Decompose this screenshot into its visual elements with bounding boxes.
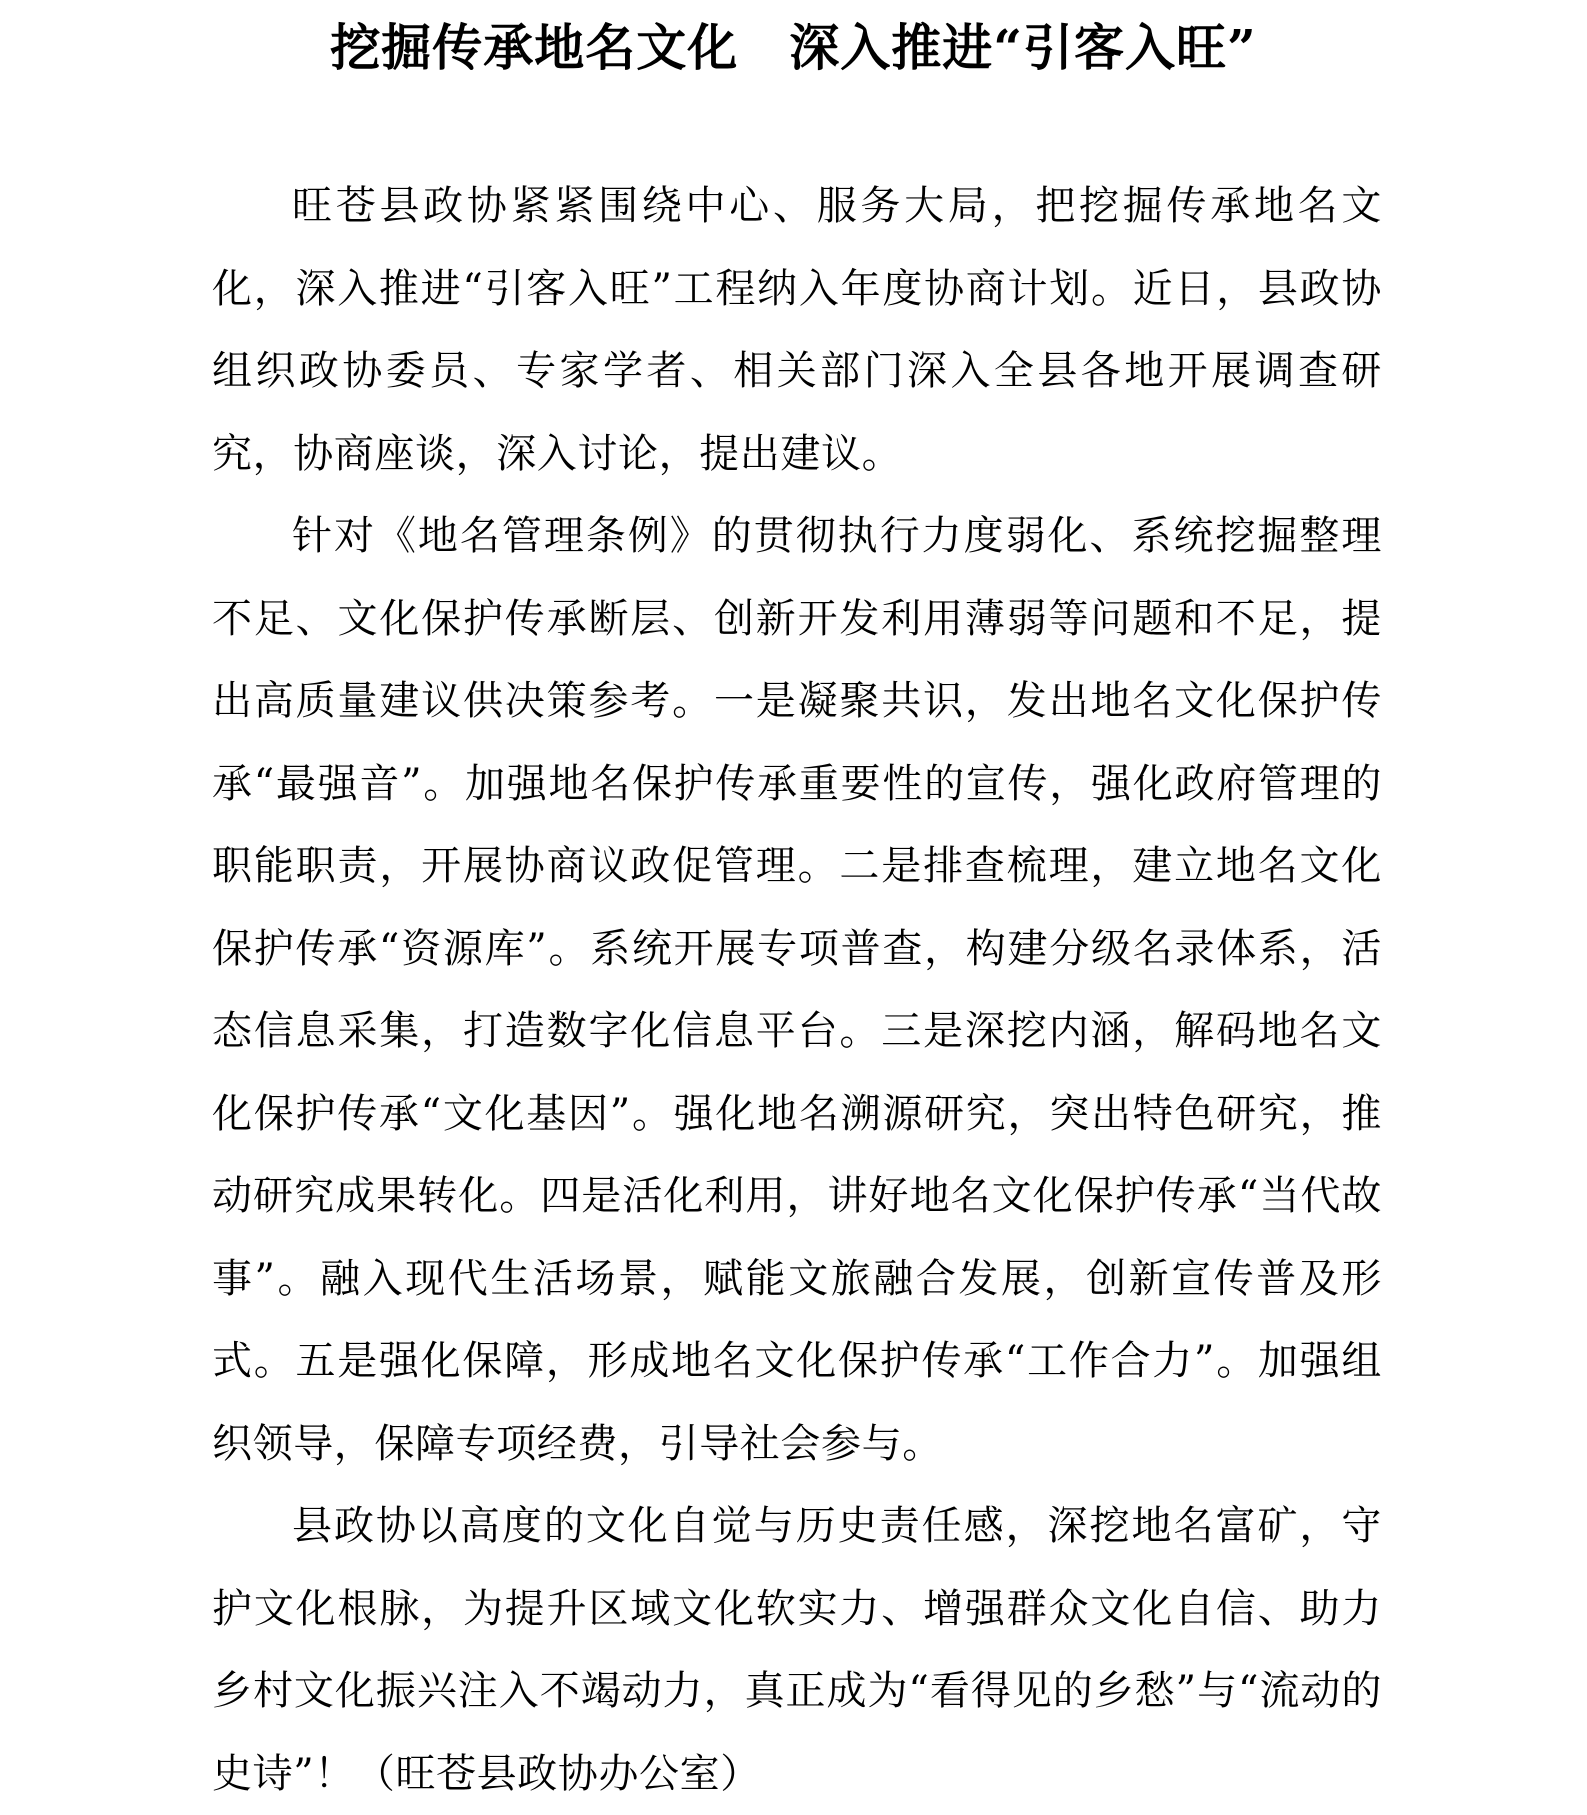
article-body [212,165,1382,1815]
paragraph-suggestions: 针对《地名管理条例》的贯彻执行力度弱化、系统挖掘整理不足、文化保护传承断层、创新开发利用薄弱等问题和不足，提出高质量建议供决策参考。一是凝聚共识，发出地名文化保护传承“最强音”。加强地名保护传承重要性的宣传，强化政府管理的职能职责，开展协商议政促管理。二是排查梳理，建立地名文化保护传承“资源库”。系统开展专项普查，构建分级名录体系，活态信息采集，打造数字化信息平台。三是深挖内涵，解码地名文化保护传承“文化基因”。强化地名溯源研究，突出特色研究，推动研究成果转化。四是活化利用，讲好地名文化保护传承“当代故事”。融入现代生活场景，赋能文旅融合发展，创新宣传普及形式。五是强化保障，形成地名文化保护传承“工作合力”。加强组织领导，保障专项经费，引导社会参与。 [212,513,1382,1467]
paragraph-intro: 旺苍县政协紧紧围绕中心、服务大局，把挖掘传承地名文化，深入推进“引客入旺”工程纳入年度协商计划。近日，县政协组织政协委员、专家学者、相关部门深入全县各地开展调查研究，协商座谈，深入讨论，提出建议。 [212,183,1382,477]
article-title: 挖掘传承地名文化 深入推进“引客入旺” [330,18,1257,77]
paragraph-conclusion: 县政协以高度的文化自觉与历史责任感，深挖地名富矿，守护文化根脉，为提升区域文化软实力、增强群众文化自信、助力乡村文化振兴注入不竭动力，真正成为“看得见的乡愁”与“流动的史诗”！（旺苍县政协办公室） [212,1503,1382,1797]
